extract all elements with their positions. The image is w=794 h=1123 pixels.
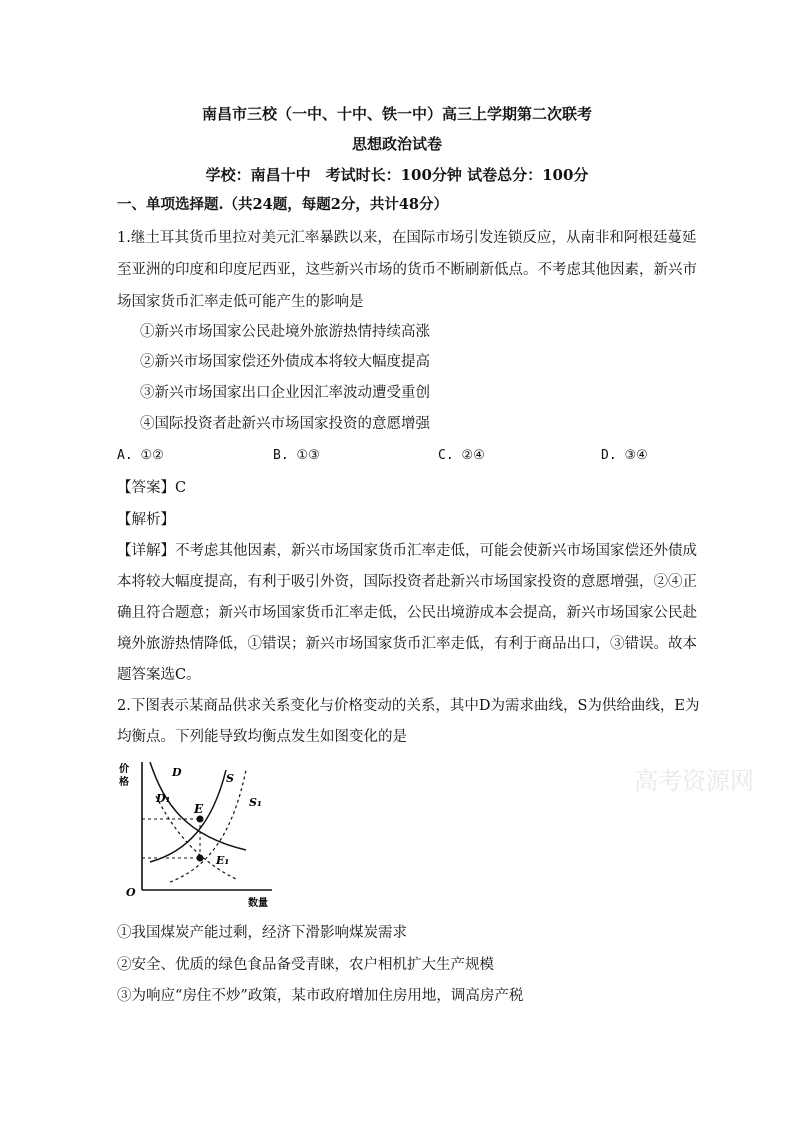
- y-axis-label-2: 格: [119, 777, 129, 788]
- q1-stem-line: 1.继土耳其货币里拉对美元汇率暴跌以来，在国际市场引发连锁反应，从南非和阿根廷蔓延: [117, 230, 697, 246]
- supply-demand-figure: [116, 756, 276, 908]
- q1-detail-line: 本将较大幅度提高，有利于吸引外资，国际投资者赴新兴市场国家投资的意愿增强，②④正: [117, 574, 697, 590]
- label-s1: S₁: [249, 796, 262, 809]
- q1-stem-line: 场国家货币汇率走低可能产生的影响是: [117, 294, 364, 310]
- q1-choice-b: B. ①③: [273, 448, 320, 463]
- x-axis-label: 数量: [248, 898, 268, 908]
- q1-analysis-label: 【解析】: [117, 512, 175, 528]
- q1-choice-c: C. ②④: [438, 448, 485, 463]
- q2-stem-line: 2.下图表示某商品供求关系变化与价格变动的关系，其中D为需求曲线，S为供给曲线，E为: [117, 698, 700, 714]
- label-e: E: [194, 802, 204, 816]
- origin-label: O: [126, 886, 136, 899]
- q1-choice-d: D. ③④: [601, 448, 648, 463]
- q1-answer: 【答案】C: [117, 480, 187, 496]
- q2-item: ①我国煤炭产能过剩，经济下滑影响煤炭需求: [117, 925, 407, 941]
- q1-item: ④国际投资者赴新兴市场国家投资的意愿增强: [140, 416, 430, 432]
- q2-item: ③为响应“房住不炒”政策，某市政府增加住房用地，调高房产税: [117, 988, 524, 1004]
- label-d1: D₁: [156, 792, 171, 805]
- q1-item: ②新兴市场国家偿还外债成本将较大幅度提高: [140, 354, 430, 370]
- q1-choice-a: A. ①②: [117, 448, 164, 463]
- equilibrium-point-e1: [197, 855, 204, 862]
- q1-detail-line: 题答案选C。: [117, 667, 201, 683]
- q1-item: ①新兴市场国家公民赴境外旅游热情持续高涨: [140, 324, 430, 340]
- q1-stem-line: 至亚洲的印度和印度尼西亚，这些新兴市场的货币不断刷新低点。不考虑其他因素，新兴市: [117, 262, 697, 278]
- supply-curve-s1: [170, 770, 246, 882]
- q2-item: ②安全、优质的绿色食品备受青睐，农户相机扩大生产规模: [117, 957, 494, 973]
- q1-detail-line: 境外旅游热情降低，①错误；新兴市场国家货币汇率走低，有利于商品出口，③错误。故本: [117, 636, 697, 652]
- q1-detail-line: 【详解】不考虑其他因素，新兴市场国家货币汇率走低，可能会使新兴市场国家偿还外债成: [117, 543, 697, 559]
- label-s: S: [226, 772, 234, 785]
- exam-title: 南昌市三校（一中、十中、铁一中）高三上学期第二次联考: [201, 105, 592, 123]
- section-heading: 一、单项选择题.（共24题，每题2分，共计48分）: [117, 196, 448, 213]
- q1-item: ③新兴市场国家出口企业因汇率波动遭受重创: [140, 385, 430, 401]
- q1-detail-line: 确且符合题意；新兴市场国家货币汇率走低，公民出境游成本会提高，新兴市场国家公民赴: [117, 605, 697, 621]
- exam-info: 学校：南昌十中 考试时长：100分钟 试卷总分：100分: [205, 166, 589, 184]
- equilibrium-point-e: [197, 816, 204, 823]
- label-e1: E₁: [216, 854, 230, 867]
- y-axis-label-1: 价: [119, 764, 129, 775]
- q2-stem-line: 均衡点。下列能导致均衡点发生如图变化的是: [117, 729, 407, 745]
- exam-subtitle: 思想政治试卷: [351, 135, 442, 153]
- label-d: D: [172, 766, 182, 779]
- watermark: 高考资源网: [634, 767, 754, 795]
